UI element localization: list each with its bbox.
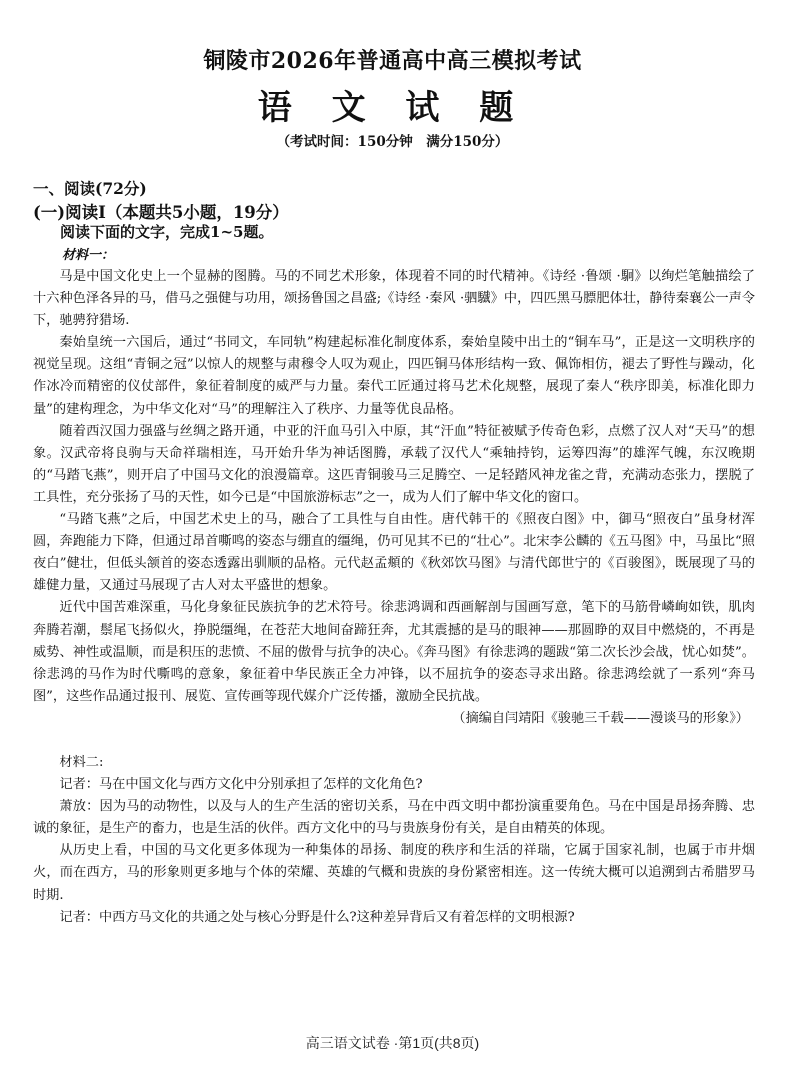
material2-paragraph: 萧放：因为马的动物性，以及与人的生产生活的密切关系，马在中西文明中都扮演重要角色。马在中国是昂扬奔腾、忠诚的象征，是生产的畜力，也是生活的伙伴。西方文化中的马与贵族身份有关，是自由精英的体现。	[33, 799, 755, 837]
material1-paragraph: 马是中国文化史上一个显赫的图腾。马的不同艺术形象，体现着不同的时代精神。《诗经 ·鲁颂 ·駉》以绚烂笔触描绘了十六种色泽各异的马，借马之强健与功用，颂扬鲁国之昌盛;《诗经 ·秦风 ·驷驖》中，四匹黑马膘肥体壮，静待秦襄公一声令下，驰骋狩猎场.	[33, 269, 755, 329]
material1-source: （摘编自闫靖阳《骏驰三千载——漫谈马的形象》）	[452, 710, 749, 726]
material2-paragraph: 从历史上看，中国的马文化更多体现为一种集体的昂扬、制度的秩序和生活的祥瑞，它属于国家礼制，也属于市井烟火，而在西方，马的形象则更多地与个体的荣耀、英雄的气概和贵族的身份紧密相连。这一传统大概可以追溯到古希腊罗马时期.	[33, 843, 755, 903]
page-footer: 高三语文试卷 ·第1页(共8页)	[305, 1035, 480, 1051]
exam-info: （考试时间：150分钟 满分150分）	[276, 134, 509, 150]
material1-paragraph: “马踏飞燕”之后，中国艺术史上的马，融合了工具性与自由性。唐代韩干的《照夜白图》中，御马“照夜白”虽身材浑圆，奔跑能力下降，但通过昂首嘶鸣的姿态与绷直的缰绳，仍可见其不已的“壮心”。北宋李公麟的《五马图》中，马虽比“照夜白”健壮，但低头颔首的姿态透露出驯顺的品格。元代赵孟頫的《秋郊饮马图》与清代郎世宁的《百骏图》，既展现了马的雄健力量，又通过马展现了古人对太平盛世的想象。	[33, 512, 755, 594]
material2-label: 材料二:	[59, 754, 104, 770]
part-heading: 一、阅读(72分)	[33, 179, 147, 198]
subject-title: 语 文 试 题	[257, 88, 528, 128]
subpart-heading: (一)阅读I（本题共5小题，19分）	[33, 203, 289, 222]
material1-paragraph: 秦始皇统一六国后，通过“书同文，车同轨”构建起标准化制度体系，秦始皇陵中出土的“铜车马”，正是这一文明秩序的视觉呈现。这组“青铜之冠”以惊人的规整与肃穆令人叹为观止，四匹铜马体形结构一致、佩饰相仿，褪去了野性与躁动，化作冰冷而精密的仪仗部件，象征着制度的威严与力量。秦代工匠通过将马艺术化规整，展现了秦人“秩序即美，标准化即力量”的建构理念，为中华文化对“马”的理解注入了秩序、力量等优良品格。	[33, 335, 755, 417]
material2-paragraph: 记者：马在中国文化与西方文化中分别承担了怎样的文化角色?	[59, 777, 423, 793]
article-body	[33, 266, 755, 929]
instruction: 阅读下面的文字，完成1~5题。	[60, 223, 274, 241]
material2-paragraph: 记者：中西方马文化的共通之处与核心分野是什么?这种差异背后又有着怎样的文明根源?	[59, 909, 575, 925]
material1-label: 材料一：	[62, 248, 115, 263]
material1-paragraph: 近代中国苦难深重，马化身象征民族抗争的艺术符号。徐悲鸿调和西画解剖与国画写意，笔下的马筋骨嶙峋如铁，肌肉奔腾若潮，鬃尾飞扬似火，挣脱缰绳，在苍茫大地间奋蹄狂奔，尤其震撼的是马的眼神——那圆睁的双目中燃烧的，不再是威势、神性或温顺，而是积压的悲愤、不屈的傲骨与抗争的决心。《奔马图》有徐悲鸿的题跋“第二次长沙会战，忧心如焚”。徐悲鸿的马作为时代嘶鸣的意象，象征着中华民族正全力冲锋，以不屈抗争的姿态寻求出路。徐悲鸿绘就了一系列“奔马图”，这些作品通过报刊、展览、宣传画等现代媒介广泛传播，激励全民抗战。	[33, 600, 755, 704]
exam-title: 铜陵市2026年普通高中高三模拟考试	[203, 48, 582, 74]
material1-paragraph: 随着西汉国力强盛与丝绸之路开通，中亚的汗血马引入中原，其“汗血”特征被赋予传奇色彩，点燃了汉人对“天马”的想象。汉武帝将良驹与天命祥瑞相连，马开始升华为神话图腾，承载了汉代人“乘轴持钧，运筹四海”的雄浑气魄，东汉晚期的“马踏飞燕”，则开启了中国马文化的浪漫篇章。这匹青铜骏马三足腾空、一足轻踏风神龙雀之背，充满动态张力，摆脱了工具性，充分张扬了马的天性，如今已是“中国旅游标志”之一，成为人们了解中华文化的窗口。	[33, 423, 755, 505]
